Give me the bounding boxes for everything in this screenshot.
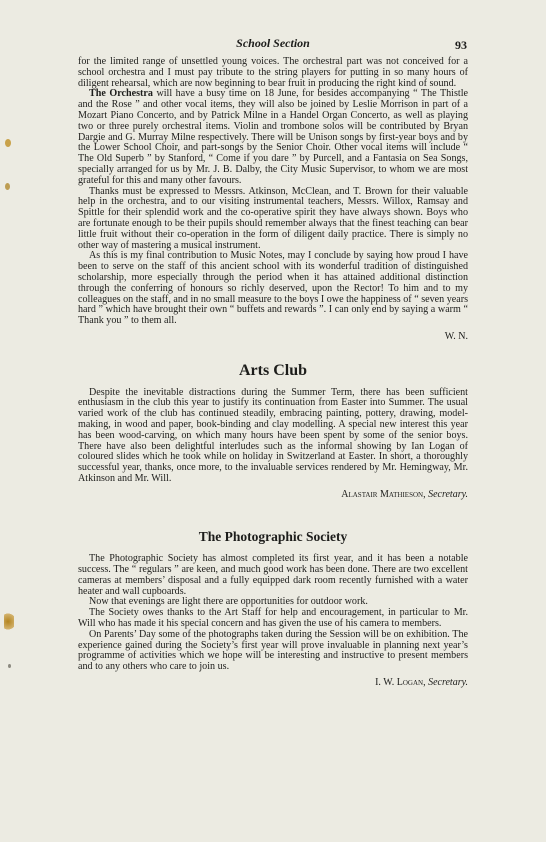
page-body [78, 57, 468, 689]
arts-club-heading: Arts Club [238, 361, 307, 379]
music-paragraph-3: Thanks must be expressed to Messrs. Atkinson, McClean, and T. Brown for their valuable help in the orchestra, and to our visiting instrumental teachers, Messrs. Willox, Ramsay and Spittle for their splendid work and the co-operative spirit they have always shown. Boys who are fortunate enough to be their pupils should remember always that the finest teaching can bear little fruit without their co-operation in the form of diligent daily practice. There is simply no other way of mastering a musical instrument. [78, 185, 468, 251]
orchestra-lead: The Orchestra [89, 88, 153, 100]
rust-stain-mark [4, 612, 14, 631]
photo-paragraph-4: On Parents’ Day some of the photographs taken during the Session will be on exhibition. The experience gained during the Society’s first year will prove invaluable in planning next year’s programme of activities which we hope will be interesting and instructive to present members and to any others who care to join us. [78, 628, 468, 673]
arts-club-secretary-role: Secretary. [428, 488, 468, 500]
music-paragraph-2 [78, 89, 468, 186]
music-paragraph-2-text: will have a busy time on 18 June, for besides accompanying “ The Thistle and the Rose ” and other vocal items, they will also be joined by Leslie Morrison in part of a Mozart Piano Concerto, and by Patrick Milne in a Handel Organ Concerto, as well as playing two or three purely orchestral items. Violin and trombone solos will be contributed by Bryan Dargie and G. Murray Milne respectively. There will be Unison songs by first-year boys and by the Lower School Choir, and part-songs by the Senior Choir. Other vocal items will include “ The Old Superb ” by Stanford, “ Come if you dare ” by Purcell, and a Fantasia on Sea Songs, specially arranged for us by Mr. J. B. Dalby, the City Music Supervisor, to whom we are most grateful for this and many other favours. [78, 88, 468, 186]
arts-club-secretary-name: Alastair Mathieson, [341, 488, 426, 500]
paper-speck-mark [8, 664, 11, 668]
music-signature: W. N. [444, 330, 468, 342]
music-notes-section [78, 57, 468, 343]
photographic-society-heading: The Photographic Society [198, 529, 348, 545]
music-paragraph-4: As this is my final contribution to Music Notes, may I conclude by saying how proud I have been to serve on the staff of this ancient school with its wonderful tradition of distinguished scholarship, more especially through the period when it has attained additional distinction through the conferring of honours so richly deserved, upon the Rector! To him and to my colleagues on the staff, and in no small measure to the boys I owe the happiness of “ seven years hard ” which have brought their own “ buffets and rewards ”. I can only end by saying a warm “ Thank you ” to them all. [78, 250, 468, 327]
photo-signature [78, 678, 468, 689]
binding-hole-mark [5, 139, 11, 147]
arts-club-signature [78, 490, 468, 501]
binding-hole-mark [5, 183, 10, 190]
photographic-society-section [78, 529, 468, 689]
photo-secretary-name: I. W. Logan, [375, 677, 426, 689]
page-number: 93 [455, 38, 467, 52]
arts-club-section [78, 361, 468, 501]
photo-secretary-role: Secretary. [428, 677, 468, 689]
photo-paragraph-2: Now that evenings are light there are opportunities for outdoor work. [89, 596, 368, 608]
running-title: School Section [236, 36, 310, 50]
photo-paragraph-3: The Society owes thanks to the Art Staff for help and encouragement, in particular to Mr. Will who has made it his special concern and has given the use of his camera to members. [78, 607, 468, 630]
photo-paragraph-1: The Photographic Society has almost completed its first year, and it has been a notable success. The “ regulars ” are keen, and much good work has been done. There are two excellent cameras at members’ disposal and a fully equipped dark room recently furnished with a water heater and wall cupboards. [78, 553, 468, 597]
music-paragraph-1: for the limited range of unsettled young voices. The orchestral part was not conceived for a school orchestra and I must pay tribute to the string players for putting in so many hours of diligent rehearsal, which are now beginning to bear fruit in producing the right kind of sound. [78, 56, 468, 89]
arts-club-paragraph: Despite the inevitable distractions during the Summer Term, there has been sufficient enthusiasm in the club this year to justify its continuation from Easter into Summer. The usual varied work of the club has continued steadily, embracing painting, pottery, drawing, model-making, in wood and paper, book-binding and clay modelling. A special new interest this year has been wood-carving, on which many hours have been spent by some of the senior boys. There have also been delightful interludes such as the informal showing by Ian Logan of coloured slides which he took while on holiday in Switzerland at Easter. In short, a thoroughly successful year, thanks, once more, to the invaluable services rendered by Mr. Hemingway, Mr. Atkinson and Mr. Will. [78, 386, 468, 484]
